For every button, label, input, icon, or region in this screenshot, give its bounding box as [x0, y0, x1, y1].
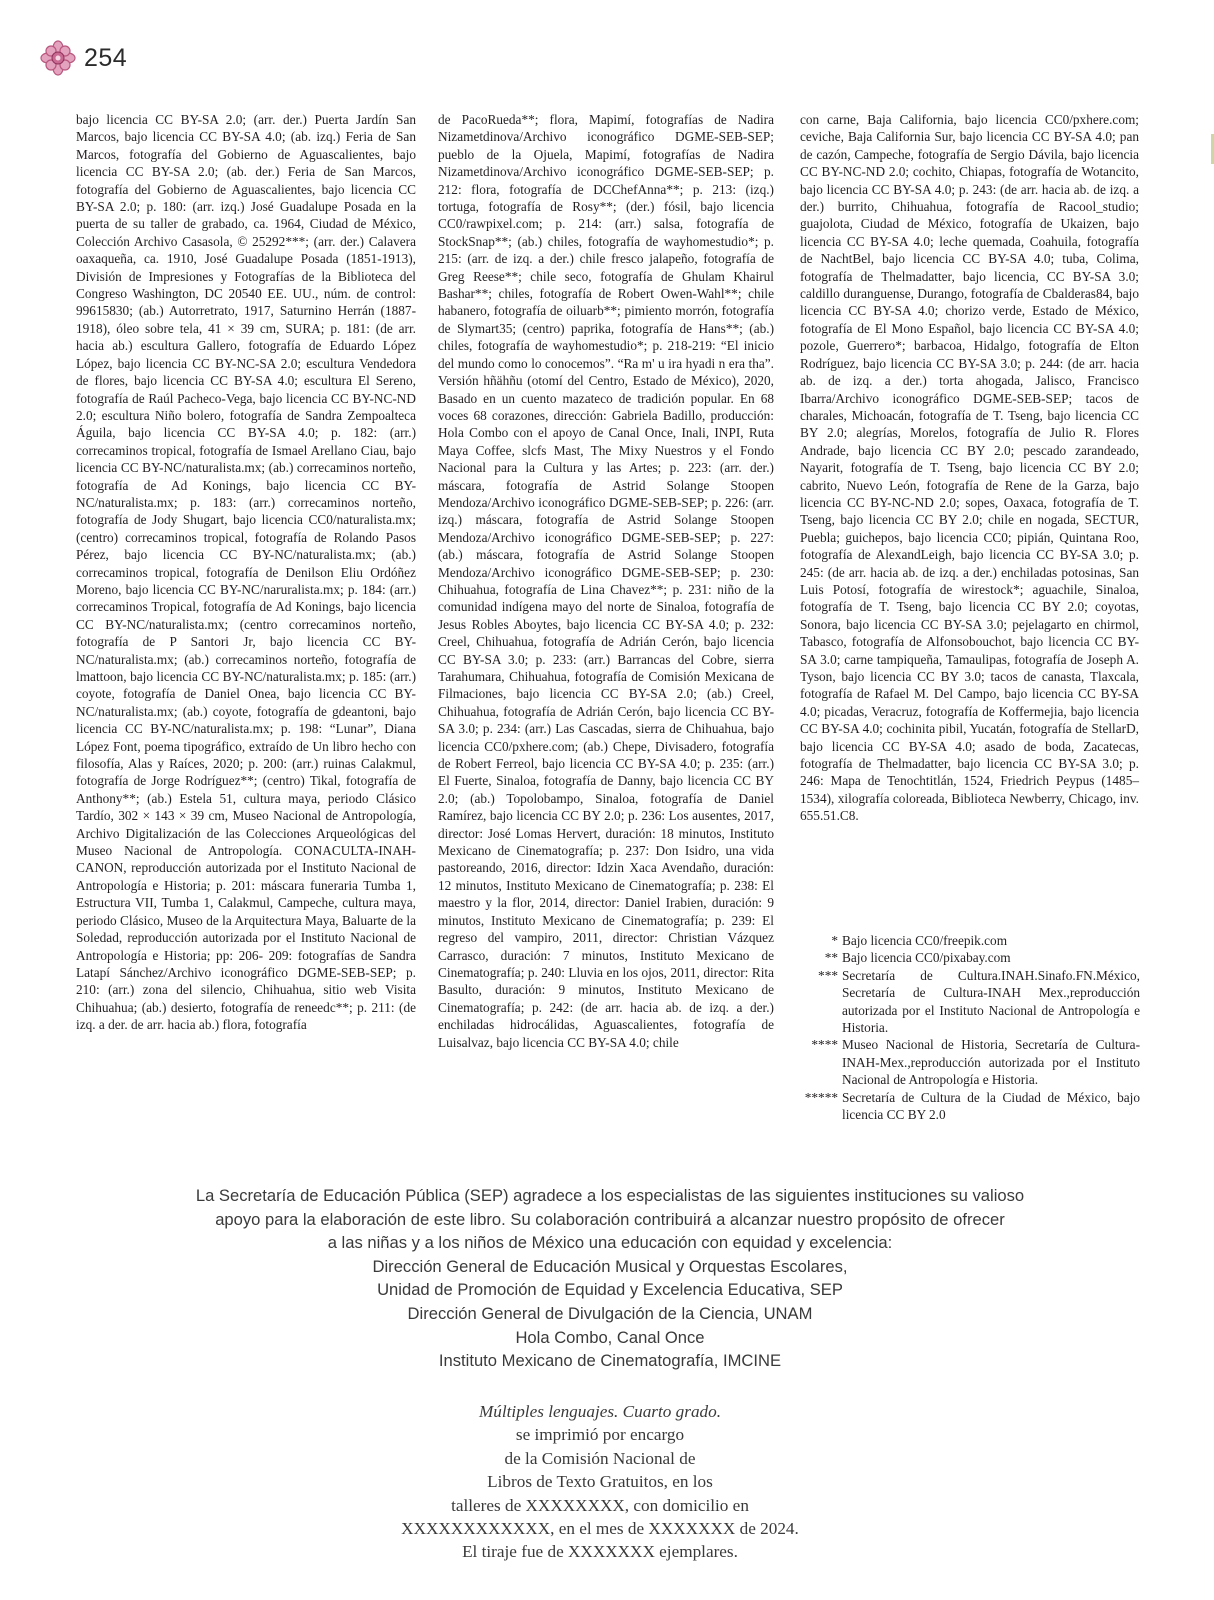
footnote-marker: ****: [811, 1037, 838, 1053]
colophon-line: talleres de XXXXXXXX, con domicilio en: [451, 1495, 749, 1515]
colophon: [350, 1400, 850, 1564]
colophon-line: se imprimió por encargo: [515, 1425, 685, 1445]
credits-text: de PacoRueda**; flora, Mapimí, fotografías de Nadira Nizametdinova/Archivo iconográfico DGME-SEB-SEP; pueblo de la Ojuela, Mapimí, fotografías de Nadira Nizametdinova/Archivo iconográfico DGME-SEB-SEP; p. 212: flora, fotografía de DCChefAnna**; p. 213: (izq.) tortuga, fotografía de Rosy**; (der.) fósil, bajo licencia CC0/rawpixel.com; p. 214: (arr.) salsa, fotografía de StockSnap**; (ab.) chiles, fotografía de wayhomestudio*; p. 215: (arr. de izq. a der.) chile fresco jalapeño, fotografía de Greg Reese**; chile seco, fotografía de Ghulam Khairul Bashar**; chiles, fotografía de Robert Owen-Wahl**; chile habanero, fotografía de oiluarb**; pimiento morrón, fotografía de Slymart35; (centro) paprika, fotografía de Hans**; (ab.) chiles, fotografía de wayhomestudio*; p. 218-219: “El inicio del mundo como lo conocemos”. “Ra m' u ira hyadi n era tha”. Versión hñähñu (otomí del Centro, Estado de México), 2020, Basado en un cuento mazateco de tradición popular. En 68 voces 68 corazones, dirección: Gabriela Badillo, producción: Hola Combo con el apoyo de Canal Once, Inali, INPI, Ruta Maya Coffee, slcfs Mast, The Mixy Nuestros y el Fondo Nacional para la Cultura y las Artes; p. 223: (arr. der.) máscara, fotografía de Astrid Solange Stoopen Mendoza/Archivo iconográfico DGME-SEB-SEP; p. 226: (arr. izq.) máscara, fotografía de Astrid Solange Stoopen Mendoza/Archivo iconográfico DGME-SEB-SEP; p. 227: (ab.) máscara, fotografía de Astrid Solange Stoopen Mendoza/Archivo iconográfico DGME-SEB-SEP; p. 230: Chihuahua, fotografía de Lina Chavez**; p. 231: niño de la comunidad indígena mayo del norte de Sinaloa, fotografía de Jesus Robles Aboytes, bajo licencia CC BY-SA 4.0; p. 232: Creel, Chihuahua, fotografía de Adrián Cerón, bajo licencia CC BY-SA 3.0; p. 233: (arr.) Barrancas del Cobre, sierra Tarahumara, Chihuahua, fotografía de Comisión Mexicana de Filmaciones, bajo licencia CC BY-SA 2.0; (ab.) Creel, Chihuahua, fotografía de Adrián Cerón, bajo licencia CC BY-SA 3.0; p. 234: (arr.) Las Cascadas, sierra de Chihuahua, bajo licencia CC0/pxhere.com; (ab.) Chepe, Divisadero, fotografía de Robert Ferreol, bajo licencia CC BY-SA 4.0; p. 235: (arr.) El Fuerte, Sinaloa, fotografía de Danny, bajo licencia CC BY 2.0; (ab.) Topolobampo, Sinaloa, fotografía de Daniel Ramírez, bajo licencia CC BY 2.0; p. 236: Los ausentes, 2017, director: José Lomas Hervert, duración: 18 minutos, Instituto Mexicano de Cinematografía; p. 237: Don Isidro, una vida pastoreando, 2016, director: Idzin Xaca Avendaño, duración: 12 minutos, Instituto Mexicano de Cinematografía; p. 238: El maestro y la flor, 2014, director: Daniel Irabien, duración: 9 minutos, Instituto Mexicano de Cinematografía; p. 239: El regreso del vampiro, 2011, director: Christian Vázquez Carrasco, duración: 7 minutos, Instituto Mexicano de Cinematografía; p. 240: Lluvia en los ojos, 2011, director: Rita Basulto, duración: 9 minutos, Instituto Mexicano de Cinematografía; p. 242: (de arr. hacia ab. de izq. a der.) enchiladas hidrocálidas, Aguascalientes, fotografía de Luisalvaz, bajo licencia CC BY-SA 4.0; chile: [438, 112, 774, 1050]
footnote-text: Bajo licencia CC0/pixabay.com: [842, 950, 1011, 966]
colophon-line: XXXXXXXXXXXX, en el mes de XXXXXXX de 2024.: [401, 1519, 799, 1539]
credits-column-2: [438, 111, 774, 1051]
colophon-line: Libros de Texto Gratuitos, en los: [487, 1472, 713, 1492]
credits-column-1: [76, 111, 416, 1034]
institution-line: Dirección General de Divulgación de la Ciencia, UNAM: [407, 1303, 813, 1323]
institution-line: Unidad de Promoción de Equidad y Excelencia Educativa, SEP: [377, 1280, 843, 1300]
flower-ornament-icon: [40, 40, 76, 76]
footnote: [800, 949, 1140, 966]
institution-line: Hola Combo, Canal Once: [515, 1327, 705, 1347]
footnote-text: Secretaría de Cultura.INAH.Sinafo.FN.México, Secretaría de Cultura-INAH Mex.,reproducción autorizada por el Instituto Nacional de Antropología e Historia.: [842, 967, 1140, 1036]
credits-text: con carne, Baja California, bajo licencia CC0/pxhere.com; ceviche, Baja California Sur, bajo licencia CC BY-SA 4.0; pan de cazón, Campeche, fotografía de Sergio Dávila, bajo licencia CC BY-NC-ND 2.0; cochito, Chiapas, fotografía de Wotancito, bajo licencia CC BY-SA 4.0; p. 243: (de arr. hacia ab. de izq. a der.) burrito, Chihuahua, fotografía de Racool_studio; guajolota, Ciudad de México, fotografía de Ukaizen, bajo licencia CC BY-SA 4.0; leche quemada, Coahuila, fotografía de NachtBel, bajo licencia CC BY-SA 4.0; tuba, Colima, fotografía de Thelmadatter, bajo licencia, CC BY-SA 3.0; caldillo duranguense, Durango, fotografía de Cbalderas84, bajo licencia CC BY-SA 4.0; chorizo verde, Estado de México, fotografía de El Mono Español, bajo licencia CC BY-SA 4.0; pozole, Guerrero*; barbacoa, Hidalgo, fotografía de Elton Rodríguez, bajo licencia CC BY-SA 3.0; p. 244: (de arr. hacia ab. de izq. a der.) torta ahogada, Jalisco, Francisco Ibarra/Archivo iconográfico DGME-SEB-SEP; tacos de charales, Michoacán, fotografía de T. Tseng, bajo licencia CC BY 2.0; alegrías, Morelos, fotografía de Julio R. Flores Andrade, bajo licencia CC BY 2.0; pescado zarandeado, Nayarit, fotografía de T. Tseng, bajo licencia CC BY 2.0; cabrito, Nuevo León, fotografía de Rene de la Garza, bajo licencia CC BY-NC-ND 2.0; sopes, Oaxaca, fotografía de T. Tseng, bajo licencia CC BY 2.0; chile en nogada, SECTUR, Puebla; guichepos, bajo licencia CC0; pipián, Quintana Roo, fotografía de AlexandLeigh, bajo licencia CC BY-SA 3.0; p. 245: (de arr. hacia ab. de izq. a der.) enchiladas potosinas, San Luis Potosí, fotografía de wirestock*; aguachile, Sinaloa, fotografía de T. Tseng, bajo licencia CC BY 2.0; coyotas, Sonora, bajo licencia CC BY-SA 3.0; pejelagarto en chirmol, Tabasco, fotografía de Alfonsobouchot, bajo licencia CC BY-SA 3.0; carne tampiqueña, Tamaulipas, fotografía de Joseph A. Tyson, bajo licencia CC BY 3.0; tacos de canasta, Tlaxcala, fotografía de Rafael M. Del Campo, bajo licencia CC BY-SA 4.0; picadas, Veracruz, fotografía de Koffermejia, bajo licencia CC BY-SA 4.0; cochinita pibil, Yucatán, fotografía de StellarD, bajo licencia CC BY-SA 4.0; asado de boda, Zacatecas, fotografía de Thelmadatter, bajo licencia CC BY-SA 3.0; p. 246: Mapa de Tenochtitlán, 1524, Friedrich Peypus (1485–1534), xilografía coloreada, Biblioteca Newberry, Chicago, inv. 655.51.C8.: [800, 112, 1139, 824]
page-header: [40, 40, 127, 76]
footnote-text: Secretaría de Cultura de la Ciudad de México, bajo licencia CC BY 2.0: [842, 1089, 1140, 1123]
page-number: 254: [84, 43, 128, 72]
footnote: [800, 1036, 1140, 1088]
footnote-text: Museo Nacional de Historia, Secretaría de Cultura-INAH-Mex.,reproducción autorizada por el Instituto Nacional de Antropología e Historia.: [842, 1037, 1140, 1088]
acknowledgment-line: apoyo para la elaboración de este libro. Su colaboración contribuirá a alcanzar nuestro propósito de ofrecer: [215, 1209, 1005, 1229]
institution-line: Dirección General de Educación Musical y Orquestas Escolares,: [372, 1256, 848, 1276]
footnote: [800, 932, 1140, 949]
credits-column-3: [800, 111, 1139, 825]
acknowledgment-line: a las niñas y a los niños de México una educación con equidad y excelencia:: [327, 1233, 893, 1253]
footnotes: [800, 932, 1140, 1123]
footnote-marker: **: [824, 950, 838, 966]
acknowledgment: [180, 1184, 1040, 1373]
footnote: [800, 967, 1140, 1037]
colophon-line: de la Comisión Nacional de: [504, 1448, 696, 1468]
institution-line: Instituto Mexicano de Cinematografía, IMCINE: [438, 1351, 782, 1371]
footnote-marker: *: [831, 933, 838, 948]
footnote-marker: *****: [804, 1089, 838, 1105]
footnote-marker: ***: [818, 967, 838, 983]
footnote: [800, 1089, 1140, 1124]
colophon-line: El tiraje fue de XXXXXXX ejemplares.: [462, 1542, 738, 1562]
book-title: Múltiples lenguajes. Cuarto grado.: [478, 1402, 722, 1421]
acknowledgment-line: La Secretaría de Educación Pública (SEP) agradece a los especialistas de las siguientes instituciones su valioso: [195, 1186, 1025, 1205]
footnote-text: Bajo licencia CC0/freepik.com: [842, 933, 1008, 948]
credits-text: bajo licencia CC BY-SA 2.0; (arr. der.) Puerta Jardín San Marcos, bajo licencia CC BY-SA 4.0; (ab. izq.) Feria de San Marcos, fotografía del Gobierno de Aguascalientes, bajo licencia CC BY-SA 2.0; (ab. der.) Feria de San Marcos, fotografía del Gobierno de Aguascalientes, bajo licencia CC BY-SA 2.0; p. 180: (arr. izq.) José Guadalupe Posada en la puerta de su taller de grabado, ca. 1964, Ciudad de México, Colección Archivo Casasola, © 25292***; (arr. der.) Calavera oaxaqueña, ca. 1910, José Guadalupe Posada (1851-1913), División de Impresiones y Fotografías de la Biblioteca del Congreso Washington, DC 20540 EE. UU., núm. de control: 99615830; (ab.) Autorretrato, 1917, Saturnino Herrán (1887-1918), óleo sobre tela, 41 × 39 cm, SURA; p. 181: (de arr. hacia ab.) escultura Gallero, fotografía de Eduardo López López, bajo licencia CC BY-NC-SA 2.0; escultura Vendedora de flores, bajo licencia CC BY-SA 4.0; escultura El Sereno, fotografía de Raúl Pacheco-Vega, bajo licencia CC BY-NC-ND 2.0; escultura Niño bolero, fotografía de Sandra Zempoalteca Águila, bajo licencia CC BY-SA 4.0; p. 182: (arr.) correcaminos tropical, fotografía de Ismael Arellano Ciau, bajo licencia CC BY-NC/naturalista.mx; (ab.) correcaminos norteño, fotografía de Ad Konings, bajo licencia CC BY-NC/naturalista.mx; p. 183: (arr.) correcaminos norteño, fotografía de Jody Shugart, bajo licencia CC0/naturalista.mx; (centro) correcaminos tropical, fotografía de Rolando Pasos Pérez, bajo licencia CC BY-NC/naturalista.mx; (ab.) correcaminos tropical, fotografía de Denilson Eliu Ordóñez Moreno, bajo licencia CC BY-NC/naruralista.mx; p. 184: (arr.) correcaminos Tropical, fotografía de Ad Konings, bajo licencia CC BY-NC/naturalista.mx; (centro correcaminos norteño, fotografía de P Santori Jr, bajo licencia CC BY-NC/naturalista.mx; (ab.) correcaminos norteño, fotografía de lmattoon, bajo licencia CC BY-NC/naturalista.mx; p. 185: (arr.) coyote, fotografía de Daniel Onea, bajo licencia CC BY-NC/naturalista.mx; (ab.) coyote, fotografía de gdeantoni, bajo licencia CC BY-NC/naturalista.mx; p. 198: “Lunar”, Diana López Font, poema tipográfico, extraído de Un libro hecho con filosofía, Alas y Raíces, 2020; p. 200: (arr.) ruinas Calakmul, fotografía de Jorge Rodríguez**; (centro) Tikal, fotografía de Anthony**; (ab.) Estela 51, cultura maya, periodo Clásico Tardío, 302 × 143 × 39 cm, Museo Nacional de Antropología, Archivo Digitalización de las Colecciones Arqueológicas del Museo Nacional de Antropología. CONACULTA-INAH-CANON, reproducción autorizada por el Instituto Nacional de Antropología e Historia; p. 201: máscara funeraria Tumba 1, Estructura VII, Tumba 1, Calakmul, Campeche, cultura maya, periodo Clásico, Museo de la Arquitectura Maya, Baluarte de la Soledad, reproducción autorizada por el Instituto Nacional de Antropología e Historia; pp: 206- 209: fotografías de Sandra Latapí Sánchez/Archivo iconográfico DGME-SEB-SEP; p. 210: (arr.) zona del silencio, Chihuahua, sitio web Visita Chihuahua; (ab.) desierto, fotografía de reneedc**; p. 211: (de izq. a der. de arr. hacia ab.) flora, fotografía: [76, 112, 416, 1033]
